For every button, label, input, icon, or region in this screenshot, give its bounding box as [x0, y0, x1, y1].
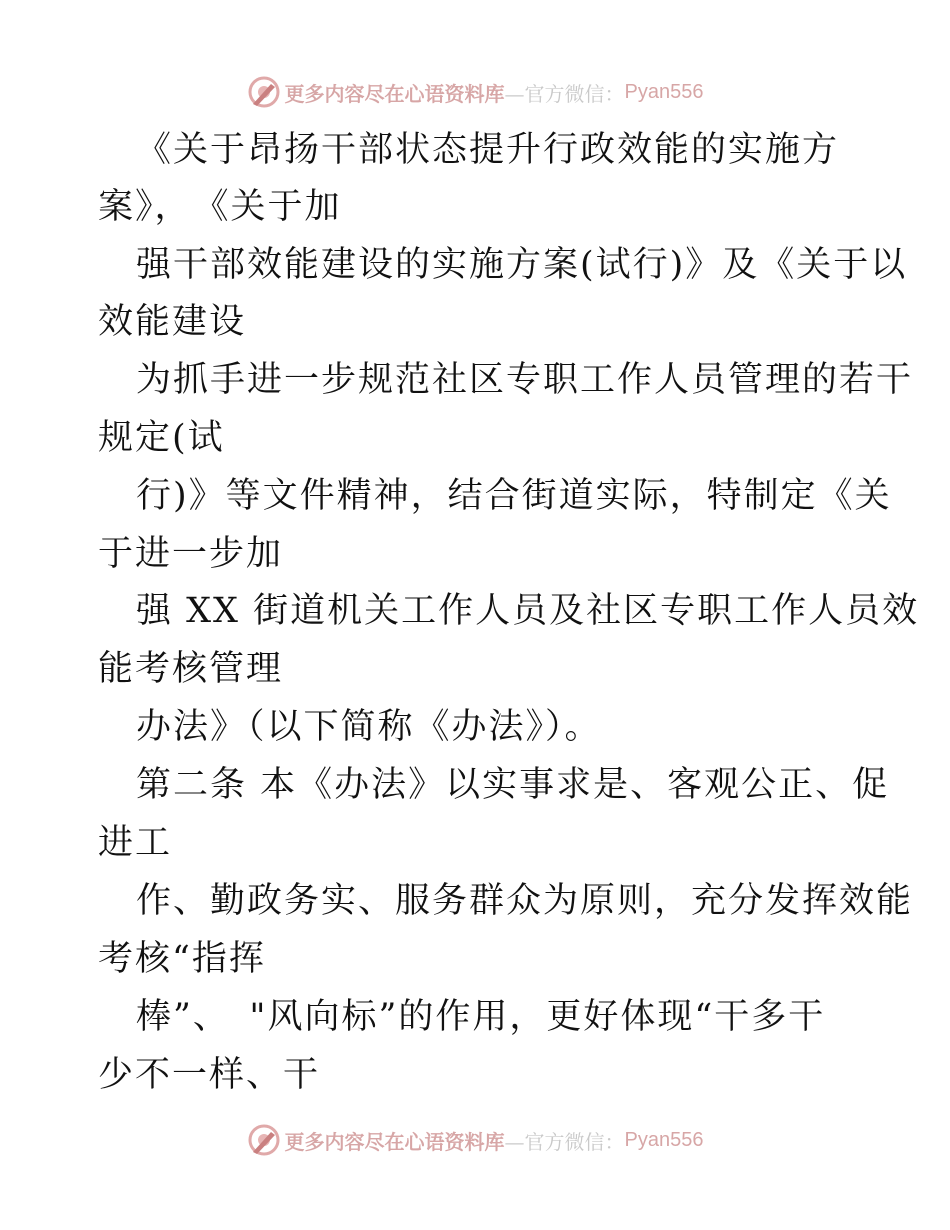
text-line: 为抓手进一步规范社区专职工作人员管理的若干	[136, 360, 914, 400]
watermark-text: 更多内容尽在心语资料库	[284, 1129, 505, 1154]
text-line: 棒”、 "风向标”的作用，更好体现“干多干	[136, 997, 826, 1037]
watermark-official-label: —官方微信：	[504, 81, 625, 106]
pen-logo-icon	[247, 1123, 281, 1157]
text-line: 案》， 《关于加	[98, 187, 342, 227]
watermark-text: 更多内容尽在心语资料库	[284, 81, 505, 106]
text-line: 于进一步加	[98, 534, 284, 574]
text-line: 效能建设	[98, 302, 247, 342]
text-line: 办法》（以下简称《办法》）。	[136, 707, 602, 747]
text-line: 行)》等文件精神，结合街道实际，特制定《关	[136, 476, 892, 516]
text-line: 强 XX 街道机关工作人员及社区专职工作人员效	[136, 591, 920, 631]
text-line: 进工	[98, 823, 173, 863]
footer-watermark	[0, 1118, 950, 1162]
watermark-wechat-id: Pyan556	[624, 1128, 704, 1151]
text-line: 规定(试	[98, 418, 225, 458]
watermark-official-label: —官方微信：	[504, 1129, 625, 1154]
text-line: 作、勤政务实、服务群众为原则，充分发挥效能	[136, 881, 914, 921]
watermark-wechat-id: Pyan556	[624, 80, 704, 103]
text-line: 考核“指挥	[98, 939, 266, 979]
text-line: 少不一样、干	[98, 1055, 321, 1095]
text-line: 能考核管理	[98, 649, 284, 689]
text-line: 强干部效能建设的实施方案(试行)》及《关于以	[136, 245, 908, 285]
text-line: 第二条 本《办法》以实事求是、客观公正、促	[136, 765, 890, 805]
text-line: 《关于昂扬干部状态提升行政效能的实施方	[136, 130, 840, 170]
